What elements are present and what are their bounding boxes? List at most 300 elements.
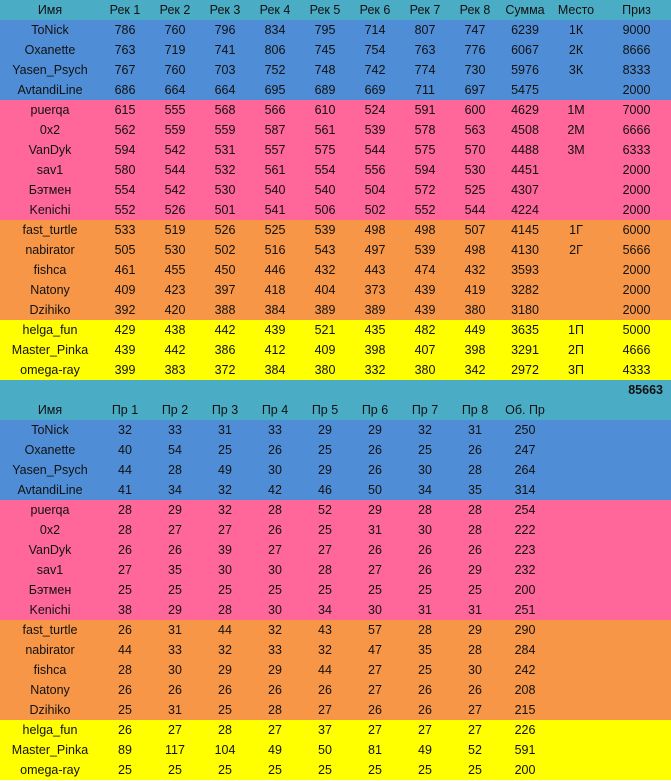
player-name-cell: nabirator xyxy=(25,643,75,657)
table-cell: 27 xyxy=(368,683,382,697)
table-cell xyxy=(550,460,602,480)
table-cell: 28 xyxy=(468,503,482,517)
table-cell xyxy=(550,600,602,620)
table-cell xyxy=(602,420,671,440)
table-cell: 795 xyxy=(314,23,336,37)
table-cell: 32 xyxy=(318,643,332,657)
player-name-cell: fishca xyxy=(33,663,67,677)
table-cell: 763 xyxy=(114,43,136,57)
table-cell: 532 xyxy=(214,163,236,177)
table-cell: 8333 xyxy=(622,63,651,77)
table-cell xyxy=(550,500,602,520)
table-cell xyxy=(602,660,671,680)
table-cell: 27 xyxy=(318,543,332,557)
table-cell: 26 xyxy=(468,543,482,557)
table-cell: 26 xyxy=(218,683,232,697)
table-cell: 6067 xyxy=(511,43,539,57)
table-cell: 32 xyxy=(268,623,282,637)
table-row xyxy=(0,520,671,540)
table-cell: 26 xyxy=(368,443,382,457)
table-cell: 776 xyxy=(464,43,486,57)
table-cell: 6239 xyxy=(511,23,539,37)
table-cell: 591 xyxy=(414,103,436,117)
table-cell: 52 xyxy=(468,743,482,757)
table-cell: 552 xyxy=(114,203,136,217)
player-name-cell: Yasen_Psych xyxy=(12,463,88,477)
table-cell: 429 xyxy=(114,323,136,337)
table-cell: 5666 xyxy=(622,243,651,257)
table-cell: 502 xyxy=(214,243,236,257)
table-row xyxy=(0,680,671,700)
table-cell: 26 xyxy=(318,683,332,697)
table-cell: 27 xyxy=(168,723,182,737)
column-header: Пр 7 xyxy=(411,403,439,417)
table-cell: 539 xyxy=(364,123,386,137)
table-cell: 398 xyxy=(464,343,486,357)
table-cell: 33 xyxy=(268,643,282,657)
table-row xyxy=(0,240,671,260)
table-cell: 525 xyxy=(464,183,486,197)
table-cell: 35 xyxy=(418,643,432,657)
table-cell: 117 xyxy=(165,743,185,757)
column-header xyxy=(602,400,671,420)
results-table xyxy=(0,0,671,380)
table-cell: 30 xyxy=(468,663,482,677)
table-cell: 3635 xyxy=(511,323,539,337)
table-cell: 30 xyxy=(418,463,432,477)
table-cell: 42 xyxy=(268,483,282,497)
table-cell: 28 xyxy=(268,503,282,517)
table-cell: 28 xyxy=(418,503,432,517)
table-cell: 6000 xyxy=(622,223,651,237)
table-cell: 540 xyxy=(264,183,286,197)
table-row xyxy=(0,600,671,620)
table-cell: 4451 xyxy=(511,163,539,177)
table-cell: 28 xyxy=(218,603,232,617)
table-row xyxy=(0,440,671,460)
table-cell xyxy=(602,640,671,660)
column-header: Рек 4 xyxy=(259,3,291,17)
table-cell: 251 xyxy=(514,603,536,617)
table-cell: 530 xyxy=(164,243,186,257)
table-cell: 26 xyxy=(418,543,432,557)
table-cell: 2000 xyxy=(622,183,651,197)
table-cell: 28 xyxy=(468,523,482,537)
player-name-cell: ToNick xyxy=(31,423,69,437)
table-cell: 34 xyxy=(168,483,182,497)
table-cell: 25 xyxy=(418,443,432,457)
table-cell: 380 xyxy=(314,363,336,377)
table-cell: 6333 xyxy=(622,143,651,157)
table-cell: 57 xyxy=(368,623,382,637)
player-name-cell: AvtandiLine xyxy=(17,483,83,497)
table-cell: 2Г xyxy=(569,243,583,257)
table-row xyxy=(0,80,671,100)
table-cell: 290 xyxy=(514,623,536,637)
table-row xyxy=(0,40,671,60)
table-cell: 26 xyxy=(118,623,132,637)
table-cell: 25 xyxy=(218,443,232,457)
table-cell: 806 xyxy=(264,43,286,57)
table-cell: 446 xyxy=(264,263,286,277)
table-cell xyxy=(602,740,671,760)
player-name-cell: Master_Pinka xyxy=(11,743,89,757)
table-cell xyxy=(602,480,671,500)
player-name-cell: ToNick xyxy=(31,23,69,37)
table-cell: 200 xyxy=(514,583,536,597)
table-cell: 689 xyxy=(314,83,336,97)
table-cell: 748 xyxy=(314,63,336,77)
player-name-cell: helga_fun xyxy=(22,323,78,337)
table-cell: 372 xyxy=(214,363,236,377)
table-cell: 29 xyxy=(168,603,182,617)
player-name-cell: Dzihiko xyxy=(29,303,71,317)
table-cell: 25 xyxy=(318,523,332,537)
table-cell: 30 xyxy=(268,563,282,577)
table-cell: 386 xyxy=(214,343,236,357)
table-cell: 44 xyxy=(118,643,132,657)
table-cell: 3П xyxy=(568,363,584,377)
table-cell: 31 xyxy=(468,603,482,617)
table-cell xyxy=(602,680,671,700)
table-cell: 4666 xyxy=(622,343,651,357)
table-cell: 542 xyxy=(164,143,186,157)
column-header: Имя xyxy=(37,403,63,417)
table-cell: 449 xyxy=(464,323,486,337)
table-cell xyxy=(550,740,602,760)
player-name-cell: puerqa xyxy=(30,103,70,117)
table-cell: 505 xyxy=(114,243,136,257)
column-header: Рек 2 xyxy=(159,3,191,17)
table-row xyxy=(0,760,671,780)
table-cell: 200 xyxy=(514,763,536,777)
table-cell: 27 xyxy=(418,723,432,737)
table-cell: 29 xyxy=(268,663,282,677)
table-cell: 28 xyxy=(468,463,482,477)
table-cell: 572 xyxy=(414,183,436,197)
table-cell xyxy=(550,200,602,220)
table-cell: 807 xyxy=(414,23,436,37)
table-cell: 25 xyxy=(118,703,132,717)
table-cell: 2М xyxy=(567,123,585,137)
table-row xyxy=(0,180,671,200)
table-cell: 786 xyxy=(114,23,136,37)
table-cell: 31 xyxy=(168,703,182,717)
table-cell: 332 xyxy=(364,363,386,377)
points-table xyxy=(0,400,671,780)
table-cell: 482 xyxy=(414,323,436,337)
table-cell: 439 xyxy=(414,283,436,297)
table-cell: 615 xyxy=(114,103,136,117)
table-cell: 29 xyxy=(368,423,382,437)
table-row xyxy=(0,560,671,580)
column-header: Место xyxy=(557,3,595,17)
table-cell: 796 xyxy=(214,23,236,37)
table-cell: 25 xyxy=(418,663,432,677)
table-cell: 28 xyxy=(468,643,482,657)
table-cell: 27 xyxy=(168,523,182,537)
table-cell: 30 xyxy=(268,603,282,617)
table-cell: 25 xyxy=(218,583,232,597)
table-cell: 504 xyxy=(364,183,386,197)
table-cell: 32 xyxy=(218,503,232,517)
table-cell: 27 xyxy=(368,663,382,677)
table-cell: 3180 xyxy=(511,303,539,317)
table-cell: 104 xyxy=(214,743,236,757)
table-cell: 30 xyxy=(268,463,282,477)
table-cell: 552 xyxy=(414,203,436,217)
table-cell: 697 xyxy=(464,83,486,97)
table-cell: 29 xyxy=(368,503,382,517)
table-cell: 31 xyxy=(418,603,432,617)
table-cell: 561 xyxy=(264,163,286,177)
table-cell: 442 xyxy=(214,323,236,337)
table-row xyxy=(0,120,671,140)
player-name-cell: fast_turtle xyxy=(22,623,78,637)
table-cell: 25 xyxy=(318,583,332,597)
table-cell: 49 xyxy=(418,743,432,757)
table-cell: 5000 xyxy=(622,323,651,337)
table-cell: 27 xyxy=(118,563,132,577)
table-cell xyxy=(602,560,671,580)
table-cell: 3282 xyxy=(511,283,539,297)
table-cell: 34 xyxy=(418,483,432,497)
table-cell: 439 xyxy=(414,303,436,317)
table-cell: 26 xyxy=(268,683,282,697)
table-cell: 2000 xyxy=(622,163,651,177)
player-name-cell: Natony xyxy=(30,283,70,297)
table-row xyxy=(0,360,671,380)
table-cell: 4307 xyxy=(511,183,539,197)
results-header-row xyxy=(0,0,671,20)
table-row xyxy=(0,100,671,120)
table-cell: 747 xyxy=(464,23,486,37)
table-cell xyxy=(602,540,671,560)
table-cell: 242 xyxy=(514,663,536,677)
table-cell: 399 xyxy=(114,363,136,377)
table-cell: 542 xyxy=(164,183,186,197)
table-cell: 226 xyxy=(514,723,536,737)
table-row xyxy=(0,420,671,440)
table-cell: 30 xyxy=(368,603,382,617)
table-cell xyxy=(550,80,602,100)
table-cell: 4488 xyxy=(511,143,539,157)
table-cell: 580 xyxy=(114,163,136,177)
table-cell: 557 xyxy=(264,143,286,157)
table-cell xyxy=(602,600,671,620)
table-cell: 81 xyxy=(368,743,382,757)
player-name-cell: Master_Pinka xyxy=(11,343,89,357)
column-header xyxy=(550,400,602,420)
table-cell: 741 xyxy=(214,43,236,57)
table-cell: 25 xyxy=(468,763,482,777)
table-cell: 40 xyxy=(118,443,132,457)
table-cell: 521 xyxy=(314,323,336,337)
table-cell: 664 xyxy=(214,83,236,97)
player-name-cell: omega-ray xyxy=(20,363,80,377)
table-row xyxy=(0,300,671,320)
table-cell: 498 xyxy=(464,243,486,257)
total-prize-value: 85663 xyxy=(628,383,663,397)
table-cell: 33 xyxy=(268,423,282,437)
table-cell: 31 xyxy=(468,423,482,437)
table-cell: 47 xyxy=(368,643,382,657)
table-row xyxy=(0,700,671,720)
table-cell: 30 xyxy=(168,663,182,677)
table-row xyxy=(0,200,671,220)
table-cell: 27 xyxy=(468,703,482,717)
table-cell: 89 xyxy=(118,743,132,757)
table-cell: 29 xyxy=(218,663,232,677)
player-name-cell: 0x2 xyxy=(39,523,61,537)
table-cell: 703 xyxy=(214,63,236,77)
table-cell: 3593 xyxy=(511,263,539,277)
table-cell: 530 xyxy=(464,163,486,177)
table-cell: 33 xyxy=(168,423,182,437)
table-cell: 686 xyxy=(114,83,136,97)
column-header: Приз xyxy=(622,3,651,17)
table-cell: 497 xyxy=(364,243,386,257)
table-cell: 27 xyxy=(468,723,482,737)
table-cell: 38 xyxy=(118,603,132,617)
table-cell: 54 xyxy=(168,443,182,457)
table-cell: 2000 xyxy=(622,263,651,277)
table-row xyxy=(0,540,671,560)
player-name-cell: 0x2 xyxy=(39,123,61,137)
table-cell: 27 xyxy=(318,703,332,717)
table-cell xyxy=(602,620,671,640)
table-cell: 26 xyxy=(118,723,132,737)
table-cell: 26 xyxy=(368,543,382,557)
table-cell: 760 xyxy=(164,63,186,77)
table-row xyxy=(0,340,671,360)
table-cell: 566 xyxy=(264,103,286,117)
table-cell: 5976 xyxy=(511,63,539,77)
table-row xyxy=(0,640,671,660)
table-cell: 28 xyxy=(118,663,132,677)
table-cell: 31 xyxy=(218,423,232,437)
table-cell: 25 xyxy=(218,763,232,777)
player-name-cell: fishca xyxy=(33,263,67,277)
table-cell: 559 xyxy=(164,123,186,137)
table-cell: 29 xyxy=(318,463,332,477)
table-cell: 26 xyxy=(268,443,282,457)
player-name-cell: Yasen_Psych xyxy=(12,63,88,77)
player-name-cell: Бэтмен xyxy=(28,583,72,597)
table-row xyxy=(0,220,671,240)
table-cell: 25 xyxy=(218,703,232,717)
column-header: Пр 3 xyxy=(211,403,239,417)
table-cell: 541 xyxy=(264,203,286,217)
table-cell: 506 xyxy=(314,203,336,217)
table-cell: 664 xyxy=(164,83,186,97)
table-row xyxy=(0,320,671,340)
table-cell: 2972 xyxy=(511,363,539,377)
table-cell: 539 xyxy=(314,223,336,237)
table-cell: 575 xyxy=(414,143,436,157)
table-cell: 420 xyxy=(164,303,186,317)
column-header: Рек 6 xyxy=(359,3,391,17)
table-cell xyxy=(550,300,602,320)
table-cell: 3291 xyxy=(511,343,539,357)
table-row xyxy=(0,480,671,500)
table-cell xyxy=(550,700,602,720)
table-cell: 539 xyxy=(414,243,436,257)
table-cell: 4508 xyxy=(511,123,539,137)
table-cell xyxy=(602,440,671,460)
table-cell: 594 xyxy=(114,143,136,157)
player-name-cell: Dzihiko xyxy=(29,703,71,717)
table-cell: 519 xyxy=(164,223,186,237)
table-cell: 834 xyxy=(264,23,286,37)
table-cell: 594 xyxy=(414,163,436,177)
table-cell: 2000 xyxy=(622,303,651,317)
player-name-cell: Бэтмен xyxy=(28,183,72,197)
total-spacer xyxy=(0,380,602,400)
table-cell: 742 xyxy=(364,63,386,77)
table-cell: 501 xyxy=(214,203,236,217)
table-cell: 50 xyxy=(318,743,332,757)
player-name-cell: omega-ray xyxy=(20,763,80,777)
table-cell xyxy=(550,660,602,680)
table-cell: 1П xyxy=(568,323,584,337)
table-cell: 439 xyxy=(114,343,136,357)
table-cell: 28 xyxy=(118,503,132,517)
table-cell: 432 xyxy=(314,263,336,277)
table-cell: 600 xyxy=(464,103,486,117)
column-header: Пр 4 xyxy=(261,403,289,417)
table-cell: 35 xyxy=(168,563,182,577)
column-header: Рек 7 xyxy=(409,3,441,17)
table-cell: 554 xyxy=(114,183,136,197)
table-row xyxy=(0,60,671,80)
table-cell: 568 xyxy=(214,103,236,117)
table-cell: 383 xyxy=(164,363,186,377)
player-name-cell: sav1 xyxy=(36,563,64,577)
table-cell: 25 xyxy=(418,583,432,597)
table-cell: 561 xyxy=(314,123,336,137)
table-cell: 754 xyxy=(364,43,386,57)
table-cell: 543 xyxy=(314,243,336,257)
table-cell xyxy=(550,720,602,740)
table-row xyxy=(0,140,671,160)
table-cell: 578 xyxy=(414,123,436,137)
table-cell xyxy=(550,580,602,600)
table-cell: 610 xyxy=(314,103,336,117)
table-cell: 6666 xyxy=(622,123,651,137)
player-name-cell: sav1 xyxy=(36,163,64,177)
table-cell: 37 xyxy=(318,723,332,737)
table-cell: 25 xyxy=(118,583,132,597)
table-cell: 26 xyxy=(168,543,182,557)
table-cell: 208 xyxy=(514,683,536,697)
table-cell: 30 xyxy=(218,563,232,577)
table-cell: 32 xyxy=(418,423,432,437)
table-cell: 29 xyxy=(468,563,482,577)
table-cell: 44 xyxy=(218,623,232,637)
table-cell: 29 xyxy=(468,623,482,637)
table-cell xyxy=(550,520,602,540)
table-cell: 27 xyxy=(368,563,382,577)
table-cell: 530 xyxy=(214,183,236,197)
table-cell: 25 xyxy=(318,443,332,457)
table-row xyxy=(0,260,671,280)
column-header: Пр 2 xyxy=(161,403,189,417)
player-name-cell: Oxanette xyxy=(24,43,76,57)
table-cell: 28 xyxy=(268,703,282,717)
table-cell: 232 xyxy=(514,563,536,577)
table-cell xyxy=(550,640,602,660)
